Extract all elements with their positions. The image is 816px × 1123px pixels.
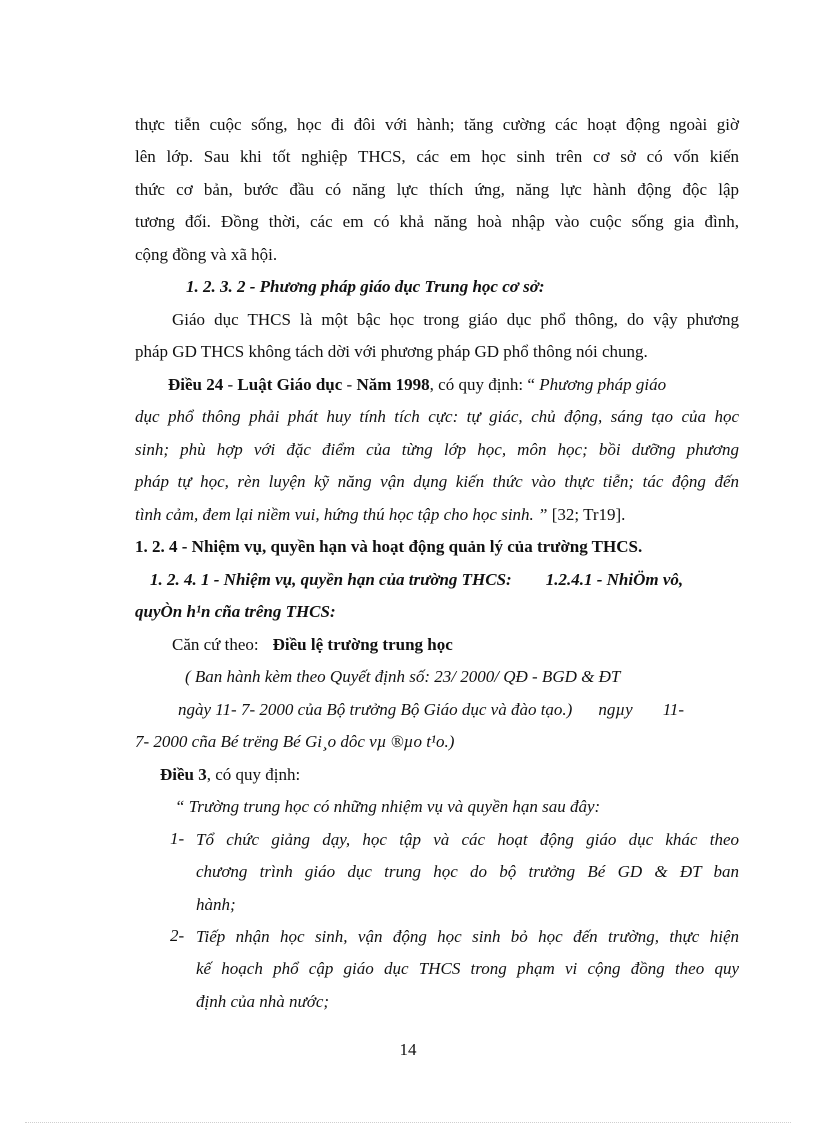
article-label: Điều 3 [160,765,207,784]
quote-text: tình cảm, đem lại niềm vui, hứng thú học tập cho học sinh. ” [135,505,548,524]
list-number: 1- [170,829,185,848]
quote-intro: “ Trường trung học có những nhiệm vụ và quyền hạn sau đây: [175,797,601,816]
article-label: Điều 24 [168,375,224,394]
section-heading-1-2-4-1 [150,569,683,591]
heading-text: 1. 2. 4. 1 - Nhiệm vụ, quyền hạn của trường THCS: [150,570,512,589]
article-24-citation [168,374,666,396]
law-year: Năm 1998 [356,375,430,394]
basis-line [172,634,453,656]
decision-note [178,699,684,721]
separator: - [223,375,238,394]
garbled-text: ngµy [598,700,633,719]
decision-date: ngày 11- 7- 2000 của Bộ trưởng Bộ Giáo dục và đào tạo.) [178,700,573,719]
basis-label: Căn cứ theo: [172,635,259,654]
garbled-heading-text: quyÒn h¹n cña trêng THCS: [135,602,336,621]
paragraph-line: Giáo dục THCS là một bậc học trong giáo dục phổ thông, do vậy phương [172,310,739,329]
quote-text: Phương pháp giáo [539,375,667,394]
list-item-line: kế hoạch phổ cập giáo dục THCS trong phạm vi cộng đồng theo quy [196,959,739,978]
separator: - [342,375,357,394]
list-item-line: Tiếp nhận học sinh, vận động học sinh bỏ học đến trường, thực hiện [196,927,739,946]
list-item-line: hành; [196,895,236,914]
list-item-line: định của nhà nước; [196,992,330,1011]
section-heading-1-2-3-2: 1. 2. 3. 2 - Phương pháp giáo dục Trung học cơ sở: [186,277,545,296]
decision-note: ( Ban hành kèm theo Quyết định số: 23/ 2000/ QĐ - BGD & ĐT [185,667,621,686]
quote-line: sinh; phù hợp với đặc điểm của từng lớp học, môn học; bồi dưỡng phương [135,440,739,459]
paragraph-line: lên lớp. Sau khi tốt nghiệp THCS, các em học sinh trên cơ sở có vốn kiến [135,147,739,166]
article-3-line [160,764,300,786]
law-name: Luật Giáo dục [237,375,343,394]
section-heading-1-2-4: 1. 2. 4 - Nhiệm vụ, quyền hạn và hoạt động quản lý của trường THCS. [135,537,643,556]
garbled-heading-text: 1.2.4.1 - NhiÖm vô, [545,570,684,589]
garbled-text: 11- [662,700,685,719]
quote-line: pháp tự học, rèn luyện kỹ năng vận dụng kiến thức vào thực tiễn; tác động đến [135,472,739,491]
page-number: 14 [399,1040,417,1059]
reference: [32; Tr19]. [547,505,626,524]
list-number: 2- [170,926,185,945]
list-item-line: Tổ chức giảng dạy, học tập và các hoạt động giáo dục khác theo [196,830,739,849]
quote-line [135,504,625,526]
regulation-title: Điều lệ trường trung học [272,635,453,654]
quote-line: dục phổ thông phải phát huy tính tích cực: tự giác, chủ động, sáng tạo của học [135,407,739,426]
article-intro: , có quy định: [206,765,301,784]
paragraph-line: thức cơ bản, bước đầu có năng lực thích ứng, năng lực hành động độc lập [135,180,739,199]
paragraph-line: pháp GD THCS không tách dời với phương pháp GD phổ thông nói chung. [135,342,648,361]
paragraph-line: tương đối. Đồng thời, các em có khả năng hoà nhập vào cuộc sống gia đình, [135,212,739,231]
paragraph-line: thực tiễn cuộc sống, học đi đôi với hành; tăng cường các hoạt động ngoài giờ [135,115,739,134]
citation-intro: , có quy định: “ [429,375,540,394]
garbled-text: 7- 2000 cña Bé trëng Bé Gi¸o dôc vµ ®µo t¹o.) [135,732,455,751]
list-item-line: chương trình giáo dục trung học do bộ trưởng Bé GD & ĐT ban [196,862,739,881]
paragraph-line: cộng đồng và xã hội. [135,245,278,264]
